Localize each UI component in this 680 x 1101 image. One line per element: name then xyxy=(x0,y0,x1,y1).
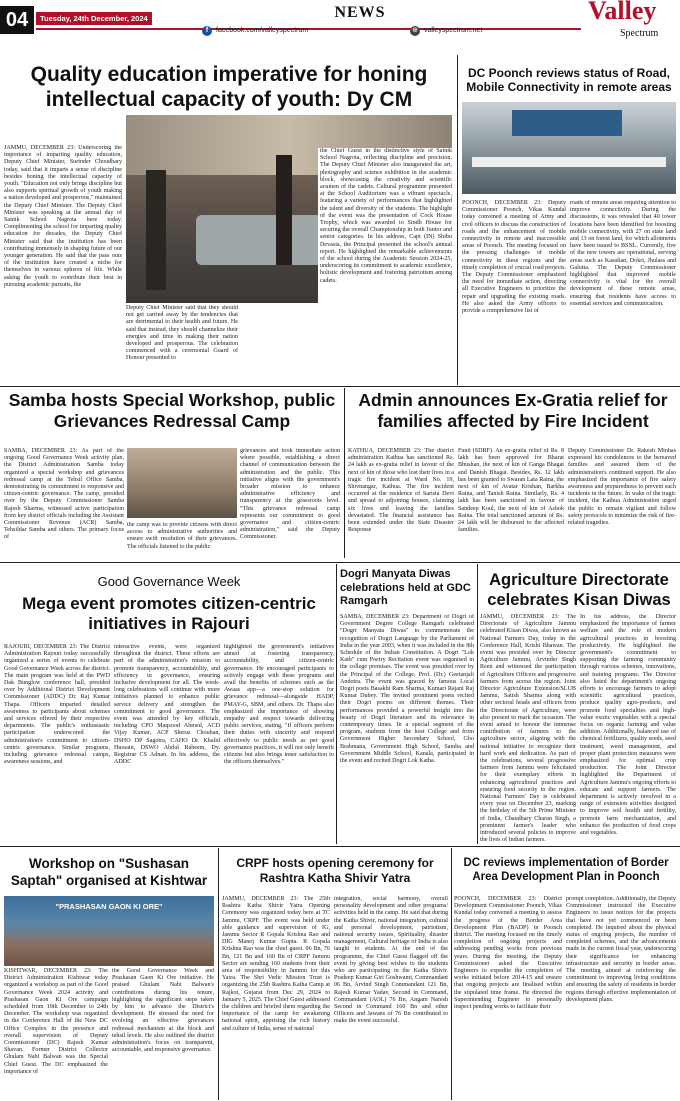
column-divider xyxy=(477,564,478,844)
headline-ex-gratia: Admin announces Ex-Gratia relief for families affected by Fire Incident xyxy=(358,390,668,431)
masthead xyxy=(0,0,680,46)
row-divider xyxy=(0,846,680,847)
column-divider xyxy=(336,564,337,844)
headline-road-connectivity: DC Poonch reviews status of Road, Mobile Connectivity in remote areas xyxy=(466,66,672,94)
article-education-col1: JAMMU, DECEMBER 23: Underscoring the importance of imparting quality education, Deputy Chief Minister, Surinder Choudhary today, said that it imparts a sense of discipline besides honing the intellectual capacity of youth. "Education not only brings discipline but also supports spiritual growth of youth making a nation developed and prosperous," maintained the Deputy Chief Minister. The Deputy Chief Minister was speaking at the annual day of Sainik School Nagrota here today. Complimenting the school for imparting quality education for decades, the Deputy Chief Minister said that the institution has been contributing immensely in shaping future of our younger generation. He said that the pass outs of the institution have created a niche for themselves in various spheres of life. While asking the youth to contribute their best in pursuing academic pursuits, the xyxy=(4,145,122,288)
kicker-good-governance: Good Governance Week xyxy=(97,574,241,589)
logo-subtitle: Spectrum xyxy=(620,28,659,39)
article-road-col1: POONCH, DECEMBER 23: Deputy Commissioner Poonch, Vikas Kundal today convened a meeting of Army and civil officers to discuss the construction of roads and the enhancement of mobile connectivity in remote and inaccessible areas of Poonch. The meeting focused on the pressing challenges of mobile connectivity in these regions and the timely completion of crucial road projects. The Deputy Commissioner emphasized the need for immediate action, directing all Executive Engineers to prioritize the repair and upgrading the existing roads. He also asked the Army officers to provide a comprehensive list of xyxy=(462,200,566,315)
photo-meeting xyxy=(462,102,676,194)
article-education-col3: the Chief Guest in the distinctive style of Sainik School Nagrota, reflecting discipline and precision. The Deputy Chief Minister also inaugurated the art, photography and science exhibition in the academic block, showcasing the creativity and scientific acumen of the cadets. Cultural programme presented at the School Auditorium was a vibrant spectacle, featuring a variety of performances that highlighted the talent and diversity of the students. The highlight of the event was the presentation of Cock House Trophy, which was awarded to Sindh House for securing the overall Championship in both Junior and senior categories. In his address, Capt (IN) Shibu Devasia, the Principal presented the school's annual report. He highlighted the remarkable achievements of the school during the Academic Session 2024-25, underscoring its commitment to academic excellence, holistic development and fostering patriotism among cadets. xyxy=(318,148,452,383)
article-ex-gratia-col2: Fund (SDRF). An ex-gratia relief of Rs. 8 lakh has been approved for Bharat Bhushan, the next of kin of Ganga Bhagat and Danish Bhagat. Besides, Rs. 12 lakh has been granted to Swaran Lata Raina, the next of kin of Avatar Krishan, Barkha Raina, and Tanish Raina. Similarly, Rs. 4 lakh has been sanctioned in favour of Sandeep Koul, the next of kin of Ashok Raina. The total sanctioned amount of Rs. 24 lakh will be disbursed to the affected families. xyxy=(458,448,564,534)
headline-kisan-diwas: Agriculture Directorate celebrates Kisan Diwas xyxy=(487,571,671,609)
photo-banner-text: "PRASHASAN GAON KI ORE" xyxy=(55,902,163,911)
headline-sushasan-saptah: Workshop on "Sushasan Saptah" organised at Kishtwar xyxy=(10,856,208,888)
photo-kishtwar-workshop xyxy=(4,896,214,966)
masthead-rule xyxy=(36,28,581,30)
logo xyxy=(584,0,680,44)
issue-date: Tuesday, 24th December, 2024 xyxy=(36,12,152,25)
row-divider xyxy=(0,562,680,563)
facebook-icon: f xyxy=(202,26,212,36)
article-samba-col2: the camp was to provide citizens with direct access to administrative authorities and ensure swift resolution of their grievances. The officials listened to the public xyxy=(127,522,237,550)
article-road-col2: roads of remote areas requiring attention to improve connectivity. During the discussions, it was revealed that 40 tower locations have been identified for boosting mobile connectivity, with 27 on state land and 13 on forest land, for which allotments have been issued to BSNL. Currently, five of the new towers are operational, serving areas such as Kasalian, Dokri, Jhulass and Galutta. The Deputy Commissioner highlighted that improved mobile connectivity is vital for the overall development of these remote areas, ensuring that residents have access to essential services and communication. xyxy=(570,200,676,307)
article-samba-col3: grievances and took immediate action where possible, establishing a direct channel of communication between the administration and the public. This initiative aligns with the government's broader mission to enhance administrative efficiency and transparency at the grassroots level. "This grievance redressal camp represents our commitment to good governance and citizen-centric administration," said the Deputy Commissioner. xyxy=(240,448,340,541)
article-kisan-col2: In his address, the Director emphasized the importance of farmer welfare and the role of modern agricultural practices in boosting productivity. He highlighted the government's commitment to supporting the farming community through various schemes, innovations, and training programs. The Director also listed the department's ongoing efforts to encourage farmers to adopt scientific agricultural practices, produce quality agro-products, and promote food specialties and high-value exotic vegetables with a special focus on organic farming and value addition. Additionally, balanced use of chemical fertilizers, quality seeds, seed treatment, weed management, and proper plant protection measures were emphasized for optimal crop production. The Joint Director highlighted the Department of Agriculture Jammu's ongoing efforts to educate and support farmers. The department is actively involved in a range of extension activities designed to improve soil health and fertility, promote farm mechanization, and enhance the production of food crops and vegetables. xyxy=(580,614,676,837)
website-link[interactable]: valleyspectrum.net xyxy=(424,27,483,34)
photo-samba-camp xyxy=(127,448,237,518)
article-badp-col2: prompt completion. Additionally, the Deputy Commissioner instructed the Executive Engineers to issue notices for the projects that have not yet commenced or been completed. He inquired about the physical status of ongoing projects, the number of completed schemes, and the advancements made in the current fiscal year, underscoring their significance for enhancing infrastructure and security in border areas. The meeting aimed at reinforcing the commitment to improving living conditions and ensuring the safety of residents in border regions through effective implementation of development plans. xyxy=(566,896,676,1003)
article-kisan-col1: JAMMU, DECEMBER 23: The Directorate of Agriculture Jammu celebrated Kisan Diwas, also known as National Farmers Day, today in the Conference Hall, Krishi Bhawan. The event was presided over by Director Agriculture Jammu, Arvinder Singh Reen and witnessed the participation of Agriculture Officers and progressive farmers from across the region. Joint Director Agriculture Extension/SLUB Jammu, Satish Sharma along with other sectoral heads and officers from the Directorate of Agriculture, were also present to mark the occasion. The event aimed to honour the immense contribution of farmers to the agriculture sector, aligning with the national initiative to recognize their hard work and dedication. As part of the celebrations, several progressive farmers from Jammu were felicitated for their exemplary efforts in enhancing agricultural practices and ensuring food security in the region. National Farmers' Day is celebrated every year on December 23, marking the birthday of the 5th Prime Minister of India, Chaudhary Charan Singh, a prominent farmer's leader who introduced several policies to improve the lives of Indian farmers. xyxy=(480,614,576,842)
article-rajouri-col1: RAJOURI, DECEMBER 23: The District Administration Rajouri today successfully organized a series of events to celebrate Good Governance Week across the district. The main program was held at the PWD Dak Bunglow conference hall, presided over by Additional District Development Commissioner (ADDC) Dr. Raj Kumar Thapa. Officers imparted detailed awareness to participants about schemes and services offered by their respective departments. The public's enthusiastic participation underscored the administration's commitment to citizen-centric governance. Similar programs, including grievance redressal camps, awareness sessions, and xyxy=(4,644,110,766)
article-education-col2: Deputy Chief Minister said that they should not get carried away by the tendencies that are detrimental to their health and future. He said that instead, they should channelize their energies and time in making their nation developed and prosperous. The celebration commenced with a ceremonial Guard of Honour presented to xyxy=(126,305,238,362)
column-divider xyxy=(218,848,219,1100)
article-kishtwar-col1: KISHTWAR, DECEMBER 23: The District Administration Kishtwar today organized a workshop as part of the Good Governance Week 2024 activity and Prashasan Gaon Ki Ore campaign scheduled from 19th December to 24th December. The workshop was organized in the Conference Hall of the New DC Office Complex in the presence and overall supervision of Deputy Commissioner (DC) Rajesh Kumar Shavan. Former District Collector Ghulam Nabi Balwan was the Special Chief Guest. The DC emphasized the importance of xyxy=(4,968,108,1075)
headline-rajouri: Mega event promotes citizen-centric initiatives in Rajouri xyxy=(22,594,316,633)
row-divider xyxy=(0,386,680,387)
article-ex-gratia-col3: Deputy Commissioner Dr. Rakesh Minhas expressed his condolences to the bereaved families and assured them of the administration's continued support. He also emphasized the importance of fire safety awareness and preparedness to prevent such incidents in the future. In wake of the tragic incident, the Kathua Administration urged the public to remain vigilant and follow safety protocols to minimize the risk of fire-related tragedies. xyxy=(568,448,676,527)
globe-icon: ⊕ xyxy=(410,26,420,36)
article-ex-gratia-col1: KATHUA, DECEMBER 23: The district administration Kathua has sanctioned Rs. 24 lakh as ex-gratia relief in favour of the next of kin of those who lost their lives in a tragic fire incident at Ward No. 19, Shivnangar, Kathua. The fire incident occurred at the residence of Sarista Devi and spread to adjoining houses, claiming six lives and leaving the families devastated. The financial assistance has been extended under the State Disaster Response xyxy=(348,448,454,534)
headline-dogri-diwas: Dogri Manyata Diwas celebrations held at GDC Ramgarh xyxy=(340,568,471,607)
article-rajouri-col3: highlighted the government's initiatives aimed at fostering transparency, accountability, and citizen-centric governance. He encouraged participants to actively engage with these programs and avail the benefits of schemes such as the Awaas app—a one-stop solution for grievance redressal—alongside HADP, PMAY-G, SBM, and others. Dr. Thapa also emphasized the importance of showing empathy and respect towards delivering public services, stating, "If officers perform their duties with sincerity and respond effectively to public needs as per good governance practices, it will not only benefit citizens but also brings inner satisfaction to the officers themselves." xyxy=(224,644,334,766)
headline-badp-poonch: DC reviews implementation of Border Area Development Plan in Poonch xyxy=(463,857,669,883)
article-rajouri-col2: interactive events, were organized throughout the district. These efforts are part of the administration's mission to promote transparency, accountability, and efficiency in governance, ensuring inclusive development for all. The week-long celebrations will continue with more initiatives planned to enhance public service delivery and strengthen the commitment to good governance. The event was attended by key officials, including CPO Maqsood Ahmed, ACD Vijay Kumar, ACP Sheraz Chouhan, DSHO DP Sagotra, CAHO Dr. Khalid Hussain, DSWO Abdul Raheem, Dy. Registrar CS Adnan. In his address, the ADDC xyxy=(114,644,220,766)
article-dogri-col1: SAMBA, DECEMBER 23: Department of Dogri of Government Degree College Ramgarh celebrated "Dogri Manyata Diwas" to commemorate the recognition of Dogri Language by the Parliament of India in the year 2003, when it was included in the 8th Schedule of the Indian Constitution. A Dogri "Lok Kath" cum Poetry Recitation event was organised in the college premises. The event was presided over by the Principal of the College, Prof. (Dr.) Geetanjali Andotra. The event was graced by famous Local Dogri poets Basakhi Ram Sharma, Kumari Rajani Raj Kumar Dubey. The invited prominent poets recited their Dogri poems on different themes. Their performances provided a powerful insight into the beauty of Dogri literature and its relevance in contemporary times. In a special segment of the program, students from the host College and from Government Higher Secondary School, Gho Brahmana, Government High School, Samba and Government Middle School, Kanala, participated in the event and recited Dogri Lok Katha. xyxy=(340,614,474,765)
headline-samba-workshop: Samba hosts Special Workshop, public Grievances Redressal Camp xyxy=(8,390,336,431)
headline-education: Quality education imperative for honing intellectual capacity of youth: Dy CM xyxy=(30,63,428,111)
headline-crpf-yatra: CRPF hosts opening ceremony for Rashtra Katha Shivir Yatra xyxy=(236,856,434,885)
article-crpf-col2: integration, social harmony, overall personality development and other programs/ activities held in the camp. He said that during the Katha Shivir, national integration, cultural and personal development, patriotism, national security issues, Spirituality, disaster management, Cultural heritage of India is also taught to students. At the end of the programme, the Chief Guest flagged off the event by giving best wishes to the students who are participating in the Katha Shivir. Pradeep Kumar Giri Goshwami, Commandant 06 Bn, Arvind Singh Commandant 121 Bn, Rajesh Kumar Yadav, Second in Command, Commandant (AOL) 76 Bn, Angam Naresh Second in Command 160 Bn and other Officers and Jawans of 76 Bn contributed to make the event successful. xyxy=(334,896,448,1025)
article-kishtwar-col2: the Good Governance Week and Prashasan Gaon Ki Ore initiative. He praised Ghulam Nabi Balwan's contributions during his tenure, highlighting the significant steps taken by him to advance the District's development. He stressed the need for evolving an effective grievances redressal mechanism at the block and tehsil levels. He also outlined the district administration's focus on transparent, accountable, and responsive governance. xyxy=(112,968,214,1054)
article-samba-col1: SAMBA, DECEMBER 23: As part of the ongoing Good Governance Week activity plan, the District Administration Samba today organized a special workshop and grievances redressal camp at the Tehsil Office Samba, demonstrating its commitment to responsive and citizen-centric governance. The camp, presided over by the Deputy Commissioner Samba Rajesh Sharma, witnessed active participation from key district officials including the Assistant Commissioner Revenue (ACR) Samba, Tehsildar Samba and others. The primary focus of xyxy=(4,448,124,541)
column-divider xyxy=(457,55,458,385)
facebook-link[interactable]: facebook.com/valleyspectrum xyxy=(216,27,309,34)
page-number: 04 xyxy=(0,6,34,34)
section-title: NEWS xyxy=(334,4,386,21)
logo-title: Valley xyxy=(588,0,657,25)
column-divider xyxy=(451,848,452,1100)
article-badp-col1: POONCH, DECEMBER 23: District Development Commissioner Poonch, Vikas Kundal today convened a meeting to assess the progress of the Border Area Development Plan (BADP) in Poonch district. The meeting focused on the timely completion of ongoing projects and addressing pending works from previous years. During the meeting, the Deputy Commissioner asked the Executive Engineers to expedite the completion of works initiated before 2014-15 and ensure that ongoing projects are finalised within the stipulated time frame. He directed the Superintending Engineer to personally inspect pending works to facilitate their xyxy=(454,896,562,1011)
article-crpf-col1: JAMMU, DECEMBER 23: The 25th Rashtra Katha Shivir Yatra Opening Ceremony was organized today here at TC Jammu, CRPF. The event was held under able guidance and supervision of IG, Jammu Sector R Gopala Krishna Rao and DIG Manoj Kumar Gupta. R Gopala Krishna Rao was the chief guest. 06 Bn, 76 Bn, 121 Bn and 160 Bn of CRPF Jammu Sector are sending 160 students from their area of responsibility in Jammu for this Yatra. The Shri Vedic Mission Trust is organizing the 25th Rashtra Katha Camp at Rajkot, Gujarat from Dec 29, 2024 to January 5, 2025. The Chief Guest addressed the children and briefed them regarding the importance of the camp for awakening national spirit, apprising the rich history and culture of India, sense of national xyxy=(222,896,330,1032)
column-divider xyxy=(344,388,345,558)
